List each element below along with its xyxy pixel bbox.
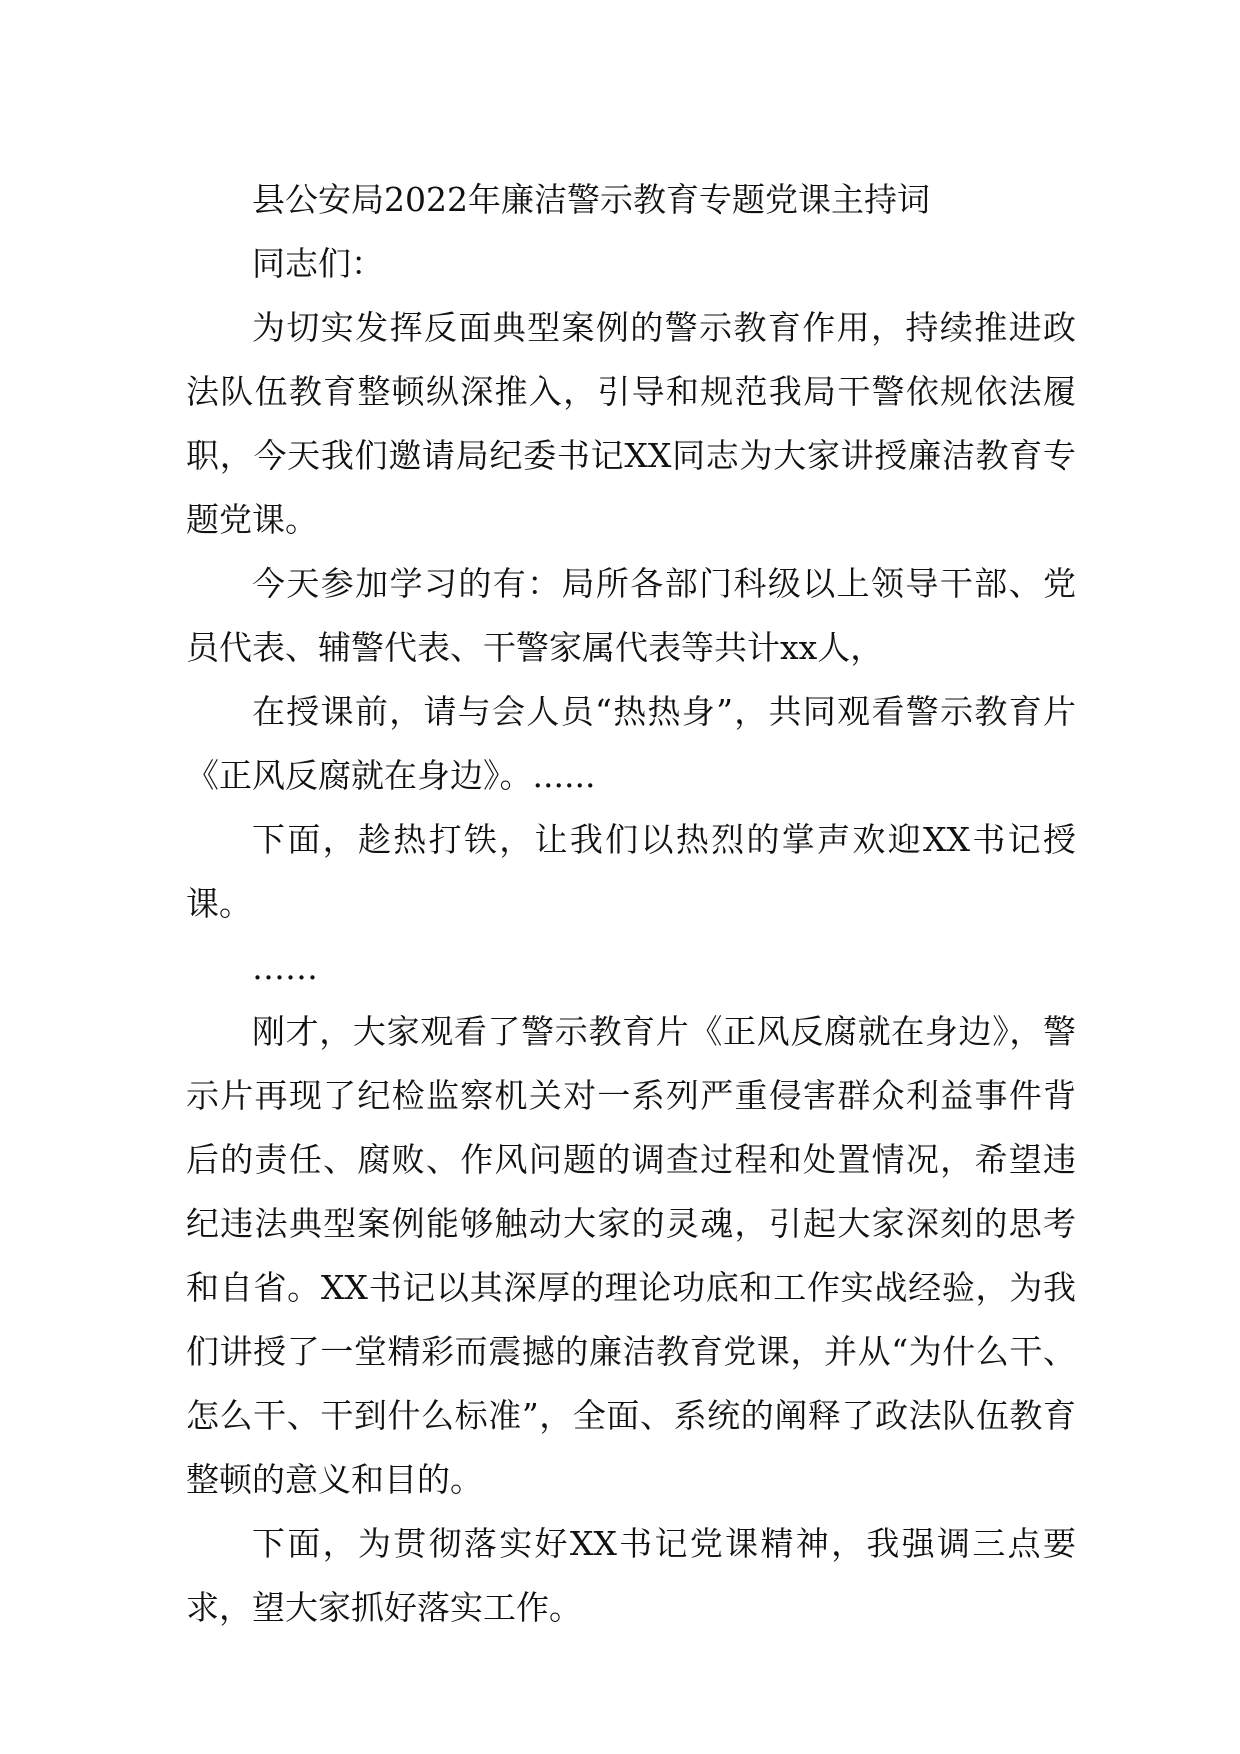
body-paragraph: 在授课前，请与会人员“热热身”，共同观看警示教育片《正风反腐就在身边》。...... <box>186 692 1076 795</box>
document-body <box>186 168 1076 1640</box>
salutation-paragraph: 同志们： <box>252 244 384 283</box>
body-paragraph: 今天参加学习的有：局所各部门科级以上领导干部、党员代表、辅警代表、干警家属代表等共计xx人， <box>186 564 1076 667</box>
document-title: 县公安局2022年廉洁警示教育专题党课主持词 <box>252 180 930 219</box>
ellipsis-paragraph: …… <box>252 948 318 987</box>
body-paragraph: 下面，为贯彻落实好XX书记党课精神，我强调三点要求，望大家抓好落实工作。 <box>186 1524 1076 1627</box>
body-paragraph: 为切实发挥反面典型案例的警示教育作用，持续推进政法队伍教育整顿纵深推入，引导和规范我局干警依规依法履职，今天我们邀请局纪委书记XX同志为大家讲授廉洁教育专题党课。 <box>186 308 1076 539</box>
body-paragraph: 下面，趁热打铁，让我们以热烈的掌声欢迎XX书记授课。 <box>186 820 1076 923</box>
body-paragraph: 刚才，大家观看了警示教育片《正风反腐就在身边》，警示片再现了纪检监察机关对一系列严重侵害群众利益事件背后的责任、腐败、作风问题的调查过程和处置情况，希望违纪违法典型案例能够触动大家的灵魂，引起大家深刻的思考和自省。XX书记以其深厚的理论功底和工作实战经验，为我们讲授了一堂精彩而震撼的廉洁教育党课，并从“为什么干、怎么干、干到什么标准”，全面、系统的阐释了政法队伍教育整顿的意义和目的。 <box>186 1012 1076 1499</box>
